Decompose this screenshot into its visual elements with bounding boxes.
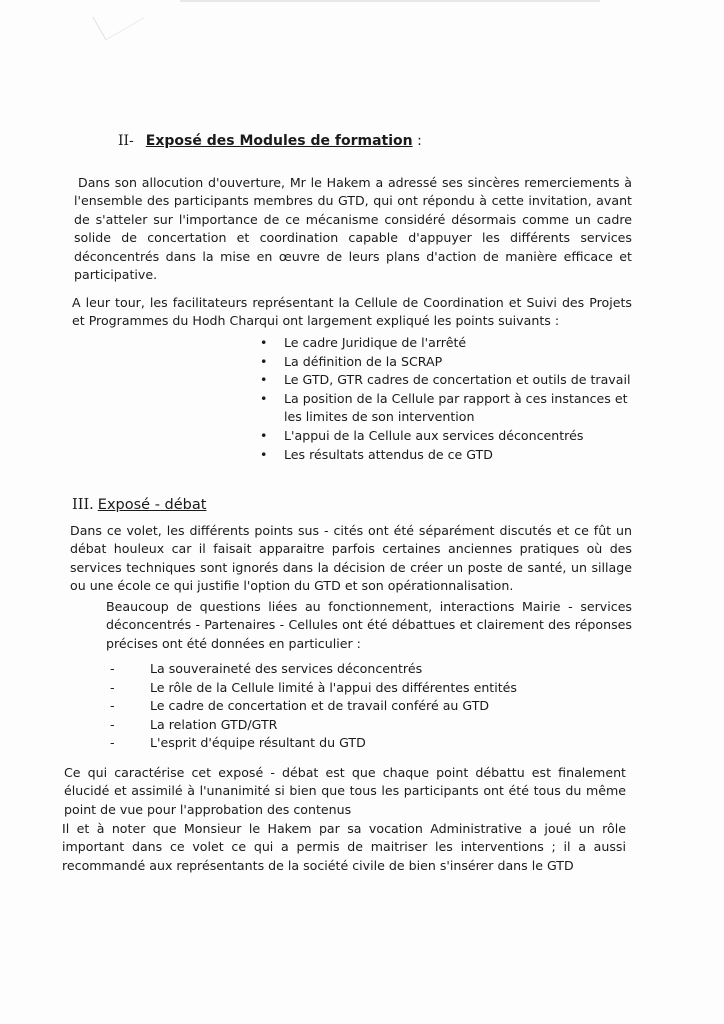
section-2-title: Exposé des Modules de formation [145, 133, 413, 149]
debate-paragraph: Dans ce volet, les différents points sus - cités ont été séparément discutés et ce fût un débat houleux car il faisait apparaitre parfois certaines anciennes pratiques où des services techniques sont ignorés dans la décision de créer un poste de santé, un sillage ou une école ce qui justifie l'option du GTD et son opérationnalisation. [70, 523, 632, 594]
list-item: • L'appui de la Cellule aux services déconcentrés [260, 427, 632, 446]
bullet-icon: • [260, 446, 268, 462]
answers-list [110, 660, 610, 753]
points-list [260, 334, 632, 464]
list-item: - La souveraineté des services déconcentrés [110, 660, 610, 679]
bullet-icon: • [260, 372, 268, 388]
scan-artifact [92, 0, 144, 40]
list-item: • Les résultats attendus de ce GTD [260, 446, 632, 465]
dash-icon: - [110, 716, 115, 732]
list-item: • La position de la Cellule par rapport à ces instances et les limites de son intervention [260, 390, 628, 425]
scan-top-edge [180, 0, 600, 2]
hakem-paragraph: Il et à noter que Monsieur le Hakem par sa vocation Administrative a joué un rôle important dans ce volet ce qui a permis de maitriser les interventions ; il a aussi recommandé aux représentants de la société civile de bien s'insérer dans le GTD [62, 821, 626, 873]
section-2-heading [118, 133, 422, 149]
section-3-title: Exposé - débat [97, 497, 207, 513]
section-2-colon: : [412, 133, 422, 149]
list-item: - Le rôle de la Cellule limité à l'appui des différentes entités [110, 679, 610, 698]
questions-paragraph: Beaucoup de questions liées au fonctionnement, interactions Mairie - services déconcentrés - Partenaires - Cellules ont été débattues et clairement des réponses précises ont été données en particulier : [106, 599, 632, 651]
facilitators-paragraph: A leur tour, les facilitateurs représentant la Cellule de Coordination et Suivi des Projets et Programmes du Hodh Charqui ont largement expliqué les points suivants : [72, 295, 632, 329]
dash-icon: - [110, 735, 115, 751]
list-item: - Le cadre de concertation et de travail conféré au GTD [110, 697, 610, 716]
list-item: • La définition de la SCRAP [260, 353, 632, 372]
bullet-icon: • [260, 335, 268, 350]
bullet-icon: • [260, 390, 268, 406]
list-item: - L'esprit d'équipe résultant du GTD [110, 734, 610, 753]
dash-icon: - [110, 679, 115, 695]
bullet-icon: • [260, 353, 268, 369]
dash-icon: - [110, 661, 115, 676]
section-3-heading [72, 497, 206, 513]
section-2-number: II- [118, 133, 134, 149]
dash-icon: - [110, 698, 115, 714]
intro-paragraph: Dans son allocution d'ouverture, Mr le Hakem a adressé ses sincères remerciements à l'ensemble des participants membres du GTD, qui ont répondu à cette invitation, avant de s'atteler sur l'importance de ce mécanisme considéré désormais comme un cadre solide de concertation et coordination capable d'appuyer les différents services déconcentrés dans la mise en œuvre de leurs plans d'action de manière efficace et participative. [74, 175, 632, 283]
list-item: - La relation GTD/GTR [110, 716, 610, 735]
conclusion-paragraph: Ce qui caractérise cet exposé - débat est que chaque point débattu est finalement élucidé et assimilé à l'unanimité si bien que tous les participants ont été tous du même point de vue pour l'approbation des contenus [64, 765, 626, 817]
bullet-icon: • [260, 427, 268, 443]
list-item: • Le GTD, GTR cadres de concertation et outils de travail [260, 371, 632, 390]
section-3-number: III. [72, 497, 94, 513]
list-item: • Le cadre Juridique de l'arrêté [260, 334, 632, 353]
